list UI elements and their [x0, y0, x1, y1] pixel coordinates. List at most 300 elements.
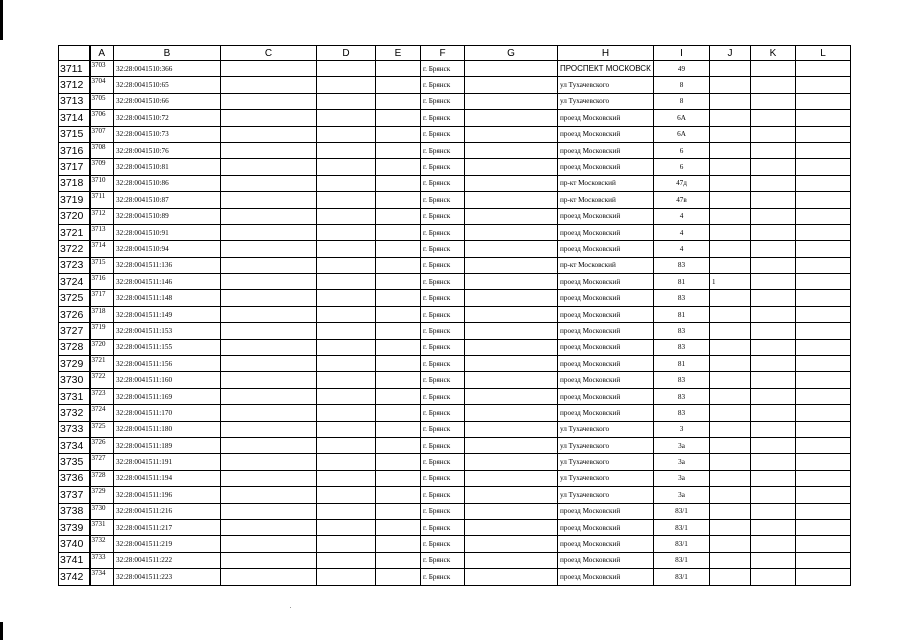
- cell-i[interactable]: 6А: [654, 126, 710, 142]
- row-header[interactable]: 3740: [59, 536, 90, 552]
- cell-f[interactable]: г. Брянск: [421, 274, 465, 290]
- cell-i[interactable]: 47д: [654, 175, 710, 191]
- cell-e[interactable]: [376, 454, 421, 470]
- column-header-l[interactable]: L: [796, 46, 851, 61]
- cell-d[interactable]: [317, 159, 376, 175]
- cell-a[interactable]: 3710: [90, 175, 114, 191]
- cell-f[interactable]: г. Брянск: [421, 77, 465, 93]
- cell-b[interactable]: 32:28:0041511:148: [114, 290, 221, 306]
- cell-g[interactable]: [465, 503, 558, 519]
- cell-e[interactable]: [376, 519, 421, 535]
- cell-d[interactable]: [317, 437, 376, 453]
- cell-h[interactable]: проезд Московский: [558, 290, 654, 306]
- cell-f[interactable]: г. Брянск: [421, 552, 465, 568]
- cell-f[interactable]: г. Брянск: [421, 241, 465, 257]
- cell-f[interactable]: г. Брянск: [421, 437, 465, 453]
- select-all-corner[interactable]: [59, 46, 90, 61]
- cell-f[interactable]: г. Брянск: [421, 192, 465, 208]
- cell-a[interactable]: 3703: [90, 61, 114, 77]
- cell-l[interactable]: [796, 93, 851, 109]
- cell-a[interactable]: 3712: [90, 208, 114, 224]
- cell-g[interactable]: [465, 61, 558, 77]
- cell-e[interactable]: [376, 61, 421, 77]
- cell-d[interactable]: [317, 77, 376, 93]
- cell-e[interactable]: [376, 192, 421, 208]
- cell-j[interactable]: [710, 339, 751, 355]
- cell-k[interactable]: [751, 93, 796, 109]
- cell-f[interactable]: г. Брянск: [421, 175, 465, 191]
- cell-j[interactable]: [710, 536, 751, 552]
- cell-k[interactable]: [751, 159, 796, 175]
- cell-k[interactable]: [751, 323, 796, 339]
- cell-d[interactable]: [317, 454, 376, 470]
- cell-h[interactable]: проезд Московский: [558, 519, 654, 535]
- cell-i[interactable]: 6А: [654, 110, 710, 126]
- column-header-k[interactable]: K: [751, 46, 796, 61]
- cell-b[interactable]: 32:28:0041510:81: [114, 159, 221, 175]
- cell-i[interactable]: 81: [654, 306, 710, 322]
- cell-l[interactable]: [796, 159, 851, 175]
- cell-j[interactable]: [710, 208, 751, 224]
- cell-k[interactable]: [751, 503, 796, 519]
- cell-b[interactable]: 32:28:0041510:91: [114, 224, 221, 240]
- row-header[interactable]: 3721: [59, 224, 90, 240]
- cell-b[interactable]: 32:28:0041510:94: [114, 241, 221, 257]
- cell-l[interactable]: [796, 224, 851, 240]
- row-header[interactable]: 3722: [59, 241, 90, 257]
- cell-k[interactable]: [751, 405, 796, 421]
- cell-i[interactable]: 83/1: [654, 519, 710, 535]
- cell-d[interactable]: [317, 339, 376, 355]
- row-header[interactable]: 3729: [59, 356, 90, 372]
- cell-f[interactable]: г. Брянск: [421, 388, 465, 404]
- cell-h[interactable]: проезд Московский: [558, 126, 654, 142]
- cell-e[interactable]: [376, 470, 421, 486]
- cell-g[interactable]: [465, 142, 558, 158]
- cell-g[interactable]: [465, 323, 558, 339]
- row-header[interactable]: 3738: [59, 503, 90, 519]
- cell-c[interactable]: [221, 93, 317, 109]
- cell-c[interactable]: [221, 224, 317, 240]
- cell-l[interactable]: [796, 192, 851, 208]
- cell-d[interactable]: [317, 306, 376, 322]
- cell-j[interactable]: [710, 388, 751, 404]
- cell-l[interactable]: [796, 487, 851, 503]
- cell-g[interactable]: [465, 437, 558, 453]
- cell-l[interactable]: [796, 323, 851, 339]
- cell-d[interactable]: [317, 257, 376, 273]
- cell-k[interactable]: [751, 175, 796, 191]
- cell-h[interactable]: проезд Московский: [558, 306, 654, 322]
- cell-j[interactable]: [710, 470, 751, 486]
- cell-e[interactable]: [376, 372, 421, 388]
- cell-f[interactable]: г. Брянск: [421, 421, 465, 437]
- cell-h[interactable]: пр-кт Московский: [558, 175, 654, 191]
- cell-a[interactable]: 3724: [90, 405, 114, 421]
- cell-h[interactable]: пр-кт Московский: [558, 257, 654, 273]
- cell-h[interactable]: ул Тухачевского: [558, 437, 654, 453]
- cell-e[interactable]: [376, 208, 421, 224]
- cell-a[interactable]: 3734: [90, 569, 114, 585]
- cell-g[interactable]: [465, 405, 558, 421]
- cell-e[interactable]: [376, 274, 421, 290]
- cell-f[interactable]: г. Брянск: [421, 142, 465, 158]
- cell-g[interactable]: [465, 552, 558, 568]
- row-header[interactable]: 3737: [59, 487, 90, 503]
- cell-k[interactable]: [751, 339, 796, 355]
- row-header[interactable]: 3736: [59, 470, 90, 486]
- cell-c[interactable]: [221, 77, 317, 93]
- cell-k[interactable]: [751, 224, 796, 240]
- cell-d[interactable]: [317, 552, 376, 568]
- cell-d[interactable]: [317, 503, 376, 519]
- cell-k[interactable]: [751, 208, 796, 224]
- cell-c[interactable]: [221, 241, 317, 257]
- row-header[interactable]: 3739: [59, 519, 90, 535]
- cell-g[interactable]: [465, 224, 558, 240]
- cell-k[interactable]: [751, 110, 796, 126]
- cell-h[interactable]: проезд Московский: [558, 339, 654, 355]
- cell-l[interactable]: [796, 77, 851, 93]
- cell-l[interactable]: [796, 175, 851, 191]
- cell-i[interactable]: 4: [654, 224, 710, 240]
- cell-b[interactable]: 32:28:0041511:136: [114, 257, 221, 273]
- cell-e[interactable]: [376, 569, 421, 585]
- cell-k[interactable]: [751, 421, 796, 437]
- cell-i[interactable]: 3а: [654, 487, 710, 503]
- column-header-a[interactable]: A: [90, 46, 114, 61]
- row-header[interactable]: 3711: [59, 61, 90, 77]
- row-header[interactable]: 3730: [59, 372, 90, 388]
- cell-b[interactable]: 32:28:0041510:89: [114, 208, 221, 224]
- column-header-e[interactable]: E: [376, 46, 421, 61]
- cell-l[interactable]: [796, 503, 851, 519]
- cell-k[interactable]: [751, 274, 796, 290]
- cell-a[interactable]: 3726: [90, 437, 114, 453]
- cell-f[interactable]: г. Брянск: [421, 487, 465, 503]
- cell-f[interactable]: г. Брянск: [421, 61, 465, 77]
- cell-i[interactable]: 83: [654, 290, 710, 306]
- cell-c[interactable]: [221, 274, 317, 290]
- cell-e[interactable]: [376, 175, 421, 191]
- cell-i[interactable]: 81: [654, 356, 710, 372]
- cell-e[interactable]: [376, 126, 421, 142]
- cell-j[interactable]: [710, 437, 751, 453]
- cell-j[interactable]: [710, 323, 751, 339]
- cell-g[interactable]: [465, 421, 558, 437]
- cell-h[interactable]: проезд Московский: [558, 323, 654, 339]
- cell-h[interactable]: пр-кт Московский: [558, 192, 654, 208]
- cell-l[interactable]: [796, 339, 851, 355]
- cell-c[interactable]: [221, 388, 317, 404]
- cell-c[interactable]: [221, 192, 317, 208]
- cell-c[interactable]: [221, 290, 317, 306]
- cell-h[interactable]: проезд Московский: [558, 274, 654, 290]
- cell-a[interactable]: 3714: [90, 241, 114, 257]
- cell-a[interactable]: 3721: [90, 356, 114, 372]
- cell-j[interactable]: [710, 192, 751, 208]
- cell-h[interactable]: ул Тухачевского: [558, 470, 654, 486]
- cell-l[interactable]: [796, 306, 851, 322]
- row-header[interactable]: 3741: [59, 552, 90, 568]
- cell-d[interactable]: [317, 93, 376, 109]
- cell-l[interactable]: [796, 519, 851, 535]
- cell-j[interactable]: [710, 224, 751, 240]
- cell-k[interactable]: [751, 454, 796, 470]
- cell-c[interactable]: [221, 470, 317, 486]
- cell-e[interactable]: [376, 405, 421, 421]
- cell-f[interactable]: г. Брянск: [421, 290, 465, 306]
- cell-c[interactable]: [221, 339, 317, 355]
- cell-l[interactable]: [796, 257, 851, 273]
- cell-h[interactable]: проезд Московский: [558, 569, 654, 585]
- cell-b[interactable]: 32:28:0041511:191: [114, 454, 221, 470]
- cell-c[interactable]: [221, 142, 317, 158]
- cell-h[interactable]: проезд Московский: [558, 503, 654, 519]
- cell-g[interactable]: [465, 470, 558, 486]
- cell-j[interactable]: [710, 503, 751, 519]
- cell-i[interactable]: 83: [654, 372, 710, 388]
- cell-b[interactable]: 32:28:0041511:146: [114, 274, 221, 290]
- cell-c[interactable]: [221, 175, 317, 191]
- cell-a[interactable]: 3706: [90, 110, 114, 126]
- cell-k[interactable]: [751, 437, 796, 453]
- cell-a[interactable]: 3705: [90, 93, 114, 109]
- cell-h[interactable]: проезд Московский: [558, 224, 654, 240]
- cell-e[interactable]: [376, 306, 421, 322]
- row-header[interactable]: 3727: [59, 323, 90, 339]
- cell-i[interactable]: 83: [654, 323, 710, 339]
- cell-g[interactable]: [465, 93, 558, 109]
- cell-g[interactable]: [465, 536, 558, 552]
- cell-l[interactable]: [796, 569, 851, 585]
- cell-i[interactable]: 4: [654, 241, 710, 257]
- column-header-d[interactable]: D: [317, 46, 376, 61]
- cell-f[interactable]: г. Брянск: [421, 339, 465, 355]
- cell-i[interactable]: 8: [654, 93, 710, 109]
- cell-k[interactable]: [751, 487, 796, 503]
- cell-d[interactable]: [317, 61, 376, 77]
- cell-a[interactable]: 3732: [90, 536, 114, 552]
- cell-d[interactable]: [317, 142, 376, 158]
- cell-g[interactable]: [465, 454, 558, 470]
- row-header[interactable]: 3716: [59, 142, 90, 158]
- cell-c[interactable]: [221, 110, 317, 126]
- cell-h[interactable]: ул Тухачевского: [558, 77, 654, 93]
- cell-h[interactable]: проезд Московский: [558, 159, 654, 175]
- cell-j[interactable]: 1: [710, 274, 751, 290]
- cell-e[interactable]: [376, 93, 421, 109]
- cell-e[interactable]: [376, 339, 421, 355]
- cell-g[interactable]: [465, 339, 558, 355]
- cell-l[interactable]: [796, 470, 851, 486]
- cell-b[interactable]: 32:28:0041511:153: [114, 323, 221, 339]
- row-header[interactable]: 3715: [59, 126, 90, 142]
- cell-d[interactable]: [317, 470, 376, 486]
- row-header[interactable]: 3733: [59, 421, 90, 437]
- cell-b[interactable]: 32:28:0041511:170: [114, 405, 221, 421]
- cell-l[interactable]: [796, 241, 851, 257]
- cell-g[interactable]: [465, 257, 558, 273]
- cell-a[interactable]: 3718: [90, 306, 114, 322]
- row-header[interactable]: 3712: [59, 77, 90, 93]
- cell-i[interactable]: 3а: [654, 437, 710, 453]
- cell-b[interactable]: 32:28:0041511:196: [114, 487, 221, 503]
- cell-h[interactable]: проезд Московский: [558, 110, 654, 126]
- cell-e[interactable]: [376, 356, 421, 372]
- cell-f[interactable]: г. Брянск: [421, 323, 465, 339]
- row-header[interactable]: 3734: [59, 437, 90, 453]
- cell-e[interactable]: [376, 77, 421, 93]
- cell-a[interactable]: 3719: [90, 323, 114, 339]
- cell-l[interactable]: [796, 552, 851, 568]
- cell-g[interactable]: [465, 388, 558, 404]
- cell-f[interactable]: г. Брянск: [421, 536, 465, 552]
- cell-f[interactable]: г. Брянск: [421, 159, 465, 175]
- cell-g[interactable]: [465, 519, 558, 535]
- cell-j[interactable]: [710, 405, 751, 421]
- cell-d[interactable]: [317, 175, 376, 191]
- cell-i[interactable]: 6: [654, 142, 710, 158]
- cell-c[interactable]: [221, 356, 317, 372]
- cell-k[interactable]: [751, 552, 796, 568]
- cell-a[interactable]: 3730: [90, 503, 114, 519]
- cell-a[interactable]: 3716: [90, 274, 114, 290]
- cell-i[interactable]: 49: [654, 61, 710, 77]
- cell-c[interactable]: [221, 552, 317, 568]
- cell-k[interactable]: [751, 61, 796, 77]
- cell-h[interactable]: ул Тухачевского: [558, 421, 654, 437]
- cell-k[interactable]: [751, 536, 796, 552]
- cell-g[interactable]: [465, 192, 558, 208]
- cell-c[interactable]: [221, 126, 317, 142]
- cell-a[interactable]: 3722: [90, 372, 114, 388]
- cell-d[interactable]: [317, 519, 376, 535]
- cell-g[interactable]: [465, 126, 558, 142]
- cell-a[interactable]: 3709: [90, 159, 114, 175]
- cell-b[interactable]: 32:28:0041510:86: [114, 175, 221, 191]
- cell-d[interactable]: [317, 356, 376, 372]
- cell-f[interactable]: г. Брянск: [421, 470, 465, 486]
- cell-k[interactable]: [751, 241, 796, 257]
- cell-i[interactable]: 83/1: [654, 569, 710, 585]
- cell-k[interactable]: [751, 77, 796, 93]
- cell-k[interactable]: [751, 142, 796, 158]
- cell-b[interactable]: 32:28:0041511:222: [114, 552, 221, 568]
- cell-a[interactable]: 3720: [90, 339, 114, 355]
- row-header[interactable]: 3723: [59, 257, 90, 273]
- cell-k[interactable]: [751, 372, 796, 388]
- cell-a[interactable]: 3733: [90, 552, 114, 568]
- cell-b[interactable]: 32:28:0041510:73: [114, 126, 221, 142]
- cell-e[interactable]: [376, 421, 421, 437]
- cell-l[interactable]: [796, 142, 851, 158]
- cell-b[interactable]: 32:28:0041511:216: [114, 503, 221, 519]
- cell-c[interactable]: [221, 405, 317, 421]
- cell-g[interactable]: [465, 77, 558, 93]
- cell-e[interactable]: [376, 437, 421, 453]
- cell-f[interactable]: г. Брянск: [421, 372, 465, 388]
- cell-c[interactable]: [221, 454, 317, 470]
- cell-k[interactable]: [751, 388, 796, 404]
- cell-g[interactable]: [465, 290, 558, 306]
- cell-b[interactable]: 32:28:0041511:160: [114, 372, 221, 388]
- cell-c[interactable]: [221, 569, 317, 585]
- cell-e[interactable]: [376, 536, 421, 552]
- cell-j[interactable]: [710, 257, 751, 273]
- cell-j[interactable]: [710, 93, 751, 109]
- cell-f[interactable]: г. Брянск: [421, 257, 465, 273]
- cell-k[interactable]: [751, 257, 796, 273]
- column-header-j[interactable]: J: [710, 46, 751, 61]
- cell-j[interactable]: [710, 110, 751, 126]
- cell-e[interactable]: [376, 487, 421, 503]
- cell-a[interactable]: 3707: [90, 126, 114, 142]
- cell-c[interactable]: [221, 306, 317, 322]
- cell-i[interactable]: 83/1: [654, 503, 710, 519]
- cell-j[interactable]: [710, 126, 751, 142]
- cell-a[interactable]: 3731: [90, 519, 114, 535]
- cell-a[interactable]: 3728: [90, 470, 114, 486]
- column-header-h[interactable]: H: [558, 46, 654, 61]
- row-header[interactable]: 3726: [59, 306, 90, 322]
- cell-c[interactable]: [221, 61, 317, 77]
- cell-g[interactable]: [465, 241, 558, 257]
- cell-d[interactable]: [317, 372, 376, 388]
- cell-a[interactable]: 3723: [90, 388, 114, 404]
- cell-f[interactable]: г. Брянск: [421, 224, 465, 240]
- cell-e[interactable]: [376, 241, 421, 257]
- cell-h[interactable]: проезд Московский: [558, 208, 654, 224]
- cell-i[interactable]: 83/1: [654, 536, 710, 552]
- cell-i[interactable]: 83: [654, 339, 710, 355]
- cell-e[interactable]: [376, 290, 421, 306]
- cell-f[interactable]: г. Брянск: [421, 208, 465, 224]
- cell-j[interactable]: [710, 519, 751, 535]
- cell-c[interactable]: [221, 208, 317, 224]
- cell-b[interactable]: 32:28:0041511:156: [114, 356, 221, 372]
- cell-g[interactable]: [465, 159, 558, 175]
- cell-c[interactable]: [221, 159, 317, 175]
- cell-l[interactable]: [796, 421, 851, 437]
- cell-e[interactable]: [376, 159, 421, 175]
- cell-a[interactable]: 3708: [90, 142, 114, 158]
- cell-l[interactable]: [796, 388, 851, 404]
- cell-g[interactable]: [465, 175, 558, 191]
- cell-b[interactable]: 32:28:0041511:223: [114, 569, 221, 585]
- row-header[interactable]: 3720: [59, 208, 90, 224]
- cell-b[interactable]: 32:28:0041510:66: [114, 93, 221, 109]
- cell-h[interactable]: проезд Московский: [558, 142, 654, 158]
- cell-f[interactable]: г. Брянск: [421, 503, 465, 519]
- cell-i[interactable]: 83/1: [654, 552, 710, 568]
- cell-d[interactable]: [317, 323, 376, 339]
- column-header-g[interactable]: G: [465, 46, 558, 61]
- cell-i[interactable]: 3а: [654, 470, 710, 486]
- cell-e[interactable]: [376, 503, 421, 519]
- cell-j[interactable]: [710, 77, 751, 93]
- cell-e[interactable]: [376, 388, 421, 404]
- cell-a[interactable]: 3713: [90, 224, 114, 240]
- cell-j[interactable]: [710, 454, 751, 470]
- cell-k[interactable]: [751, 306, 796, 322]
- cell-l[interactable]: [796, 274, 851, 290]
- cell-k[interactable]: [751, 126, 796, 142]
- cell-d[interactable]: [317, 388, 376, 404]
- cell-c[interactable]: [221, 421, 317, 437]
- cell-k[interactable]: [751, 192, 796, 208]
- cell-c[interactable]: [221, 487, 317, 503]
